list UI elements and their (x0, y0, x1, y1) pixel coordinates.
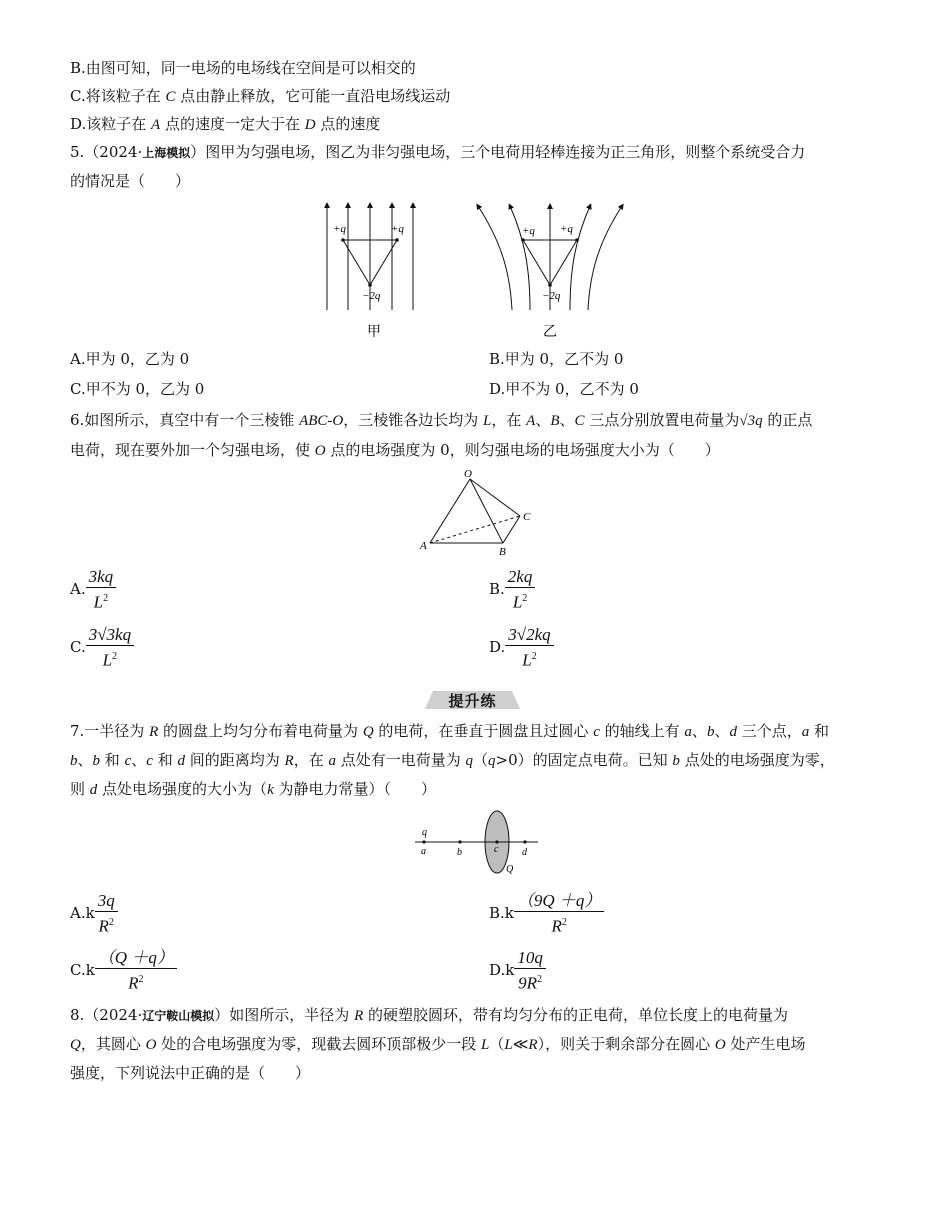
q7-stem-line3: 则 d 点处电场强度的大小为（k 为静电力常量）（ ） (70, 780, 437, 798)
label-a: A (420, 540, 427, 552)
label-a: a (421, 846, 426, 857)
q4-option-d: D.该粒子在 A 点的速度一定大于在 D 点的速度 (70, 115, 381, 133)
q5-option-c: C.甲不为 0，乙为 0 (70, 380, 205, 398)
q6-option-d: D. $\frac{3√2kq}{L^2}$ (489, 624, 554, 671)
q4-option-c: C.将该粒子在 C 点由静止释放，它可能一直沿电场线运动 (70, 87, 451, 105)
source-tag: 辽宁鞍山模拟 (142, 1009, 215, 1023)
q7-option-c: C.k $\frac{(Q +q)}{R^2}$ (70, 947, 177, 994)
label-b: b (457, 847, 462, 858)
q7-option-b: B.k $\frac{(9Q +q)}{R^2}$ (489, 890, 604, 937)
q7-stem-line2: b、b 和 c、c 和 d 间的距离均为 R，在 a 点处有一电荷量为 q（q>0）的固定点电荷。已知 b 点处的电场强度为零， (70, 751, 835, 769)
label-plus-q: +q (560, 223, 573, 235)
label-plus-q: +q (522, 225, 535, 237)
q4-option-b: B.由图可知，同一电场的电场线在空间是可以相交的 (70, 59, 416, 77)
section-heading: 提升练 (425, 689, 520, 711)
q5-stem-line2: 的情况是（ ） (70, 172, 191, 190)
caption-jia: 甲 (367, 325, 381, 340)
source-tag: 上海模拟 (142, 146, 191, 160)
q7-option-a: A.k $\frac{3q}{R^2}$ (70, 890, 118, 937)
q6-option-c: C. $\frac{3√3kq}{L^2}$ (70, 624, 134, 671)
q7-stem-line1: 7.一半径为 R 的圆盘上均匀分布着电荷量为 Q 的电荷，在垂直于圆盘且过圆心 c 的轴线上有 a、b、d 三个点，a 和 (70, 722, 830, 740)
label-plus-q: +q (333, 223, 346, 235)
q8-stem-line3: 强度，下列说法中正确的是（ ） (70, 1064, 311, 1082)
q5-option-a: A.甲为 0，乙为 0 (70, 350, 190, 368)
q5-option-d: D.甲不为 0，乙不为 0 (489, 380, 639, 398)
q5-stem-line1: 5.（2024·上海模拟）图甲为匀强电场，图乙为非匀强电场，三个电荷用轻棒连接为正三角形，则整个系统受合力 (70, 143, 806, 161)
q6-stem-line1: 6.如图所示，真空中有一个三棱锥 ABC-O，三棱锥各边长均为 L，在 A、B、C 三点分别放置电荷量为√3q 的正点 (70, 411, 813, 429)
label-big-q: Q (506, 864, 514, 875)
q7-figure-disk (410, 808, 545, 878)
caption-yi: 乙 (543, 325, 557, 340)
label-minus-2q: −2q (542, 290, 561, 302)
label-b: B (499, 546, 506, 558)
label-c: C (523, 511, 531, 523)
q5-option-b: B.甲为 0，乙不为 0 (489, 350, 624, 368)
label-c: c (494, 844, 499, 855)
q8-stem-line2: Q，其圆心 O 处的合电场强度为零，现截去圆环顶部极少一段 L（L≪R），则关于剩余部分在圆心 O 处产生电场 (70, 1035, 806, 1053)
q5-figure-uniform-field (315, 200, 430, 345)
label-q: q (422, 827, 427, 838)
q6-stem-line2: 电荷，现在要外加一个匀强电场，使 O 点的电场强度为 0，则匀强电场的电场强度大小为（ ） (70, 441, 720, 459)
q6-option-a: A. $\frac{3kq}{L^2}$ (70, 566, 116, 613)
label-plus-q: +q (391, 223, 404, 235)
q6-option-b: B. $\frac{2kq}{L^2}$ (489, 566, 535, 613)
q6-figure-tetrahedron (415, 468, 540, 558)
q7-option-d: D.k $\frac{10q}{9R^2}$ (489, 947, 546, 994)
q5-figure-nonuniform-field (470, 200, 630, 345)
label-o: O (464, 468, 472, 480)
q8-stem-line1: 8.（2024·辽宁鞍山模拟）如图所示，半径为 R 的硬塑胶圆环，带有均匀分布的正电荷，单位长度上的电荷量为 (70, 1006, 789, 1024)
label-minus-2q: −2q (362, 290, 381, 302)
label-d: d (522, 847, 527, 858)
